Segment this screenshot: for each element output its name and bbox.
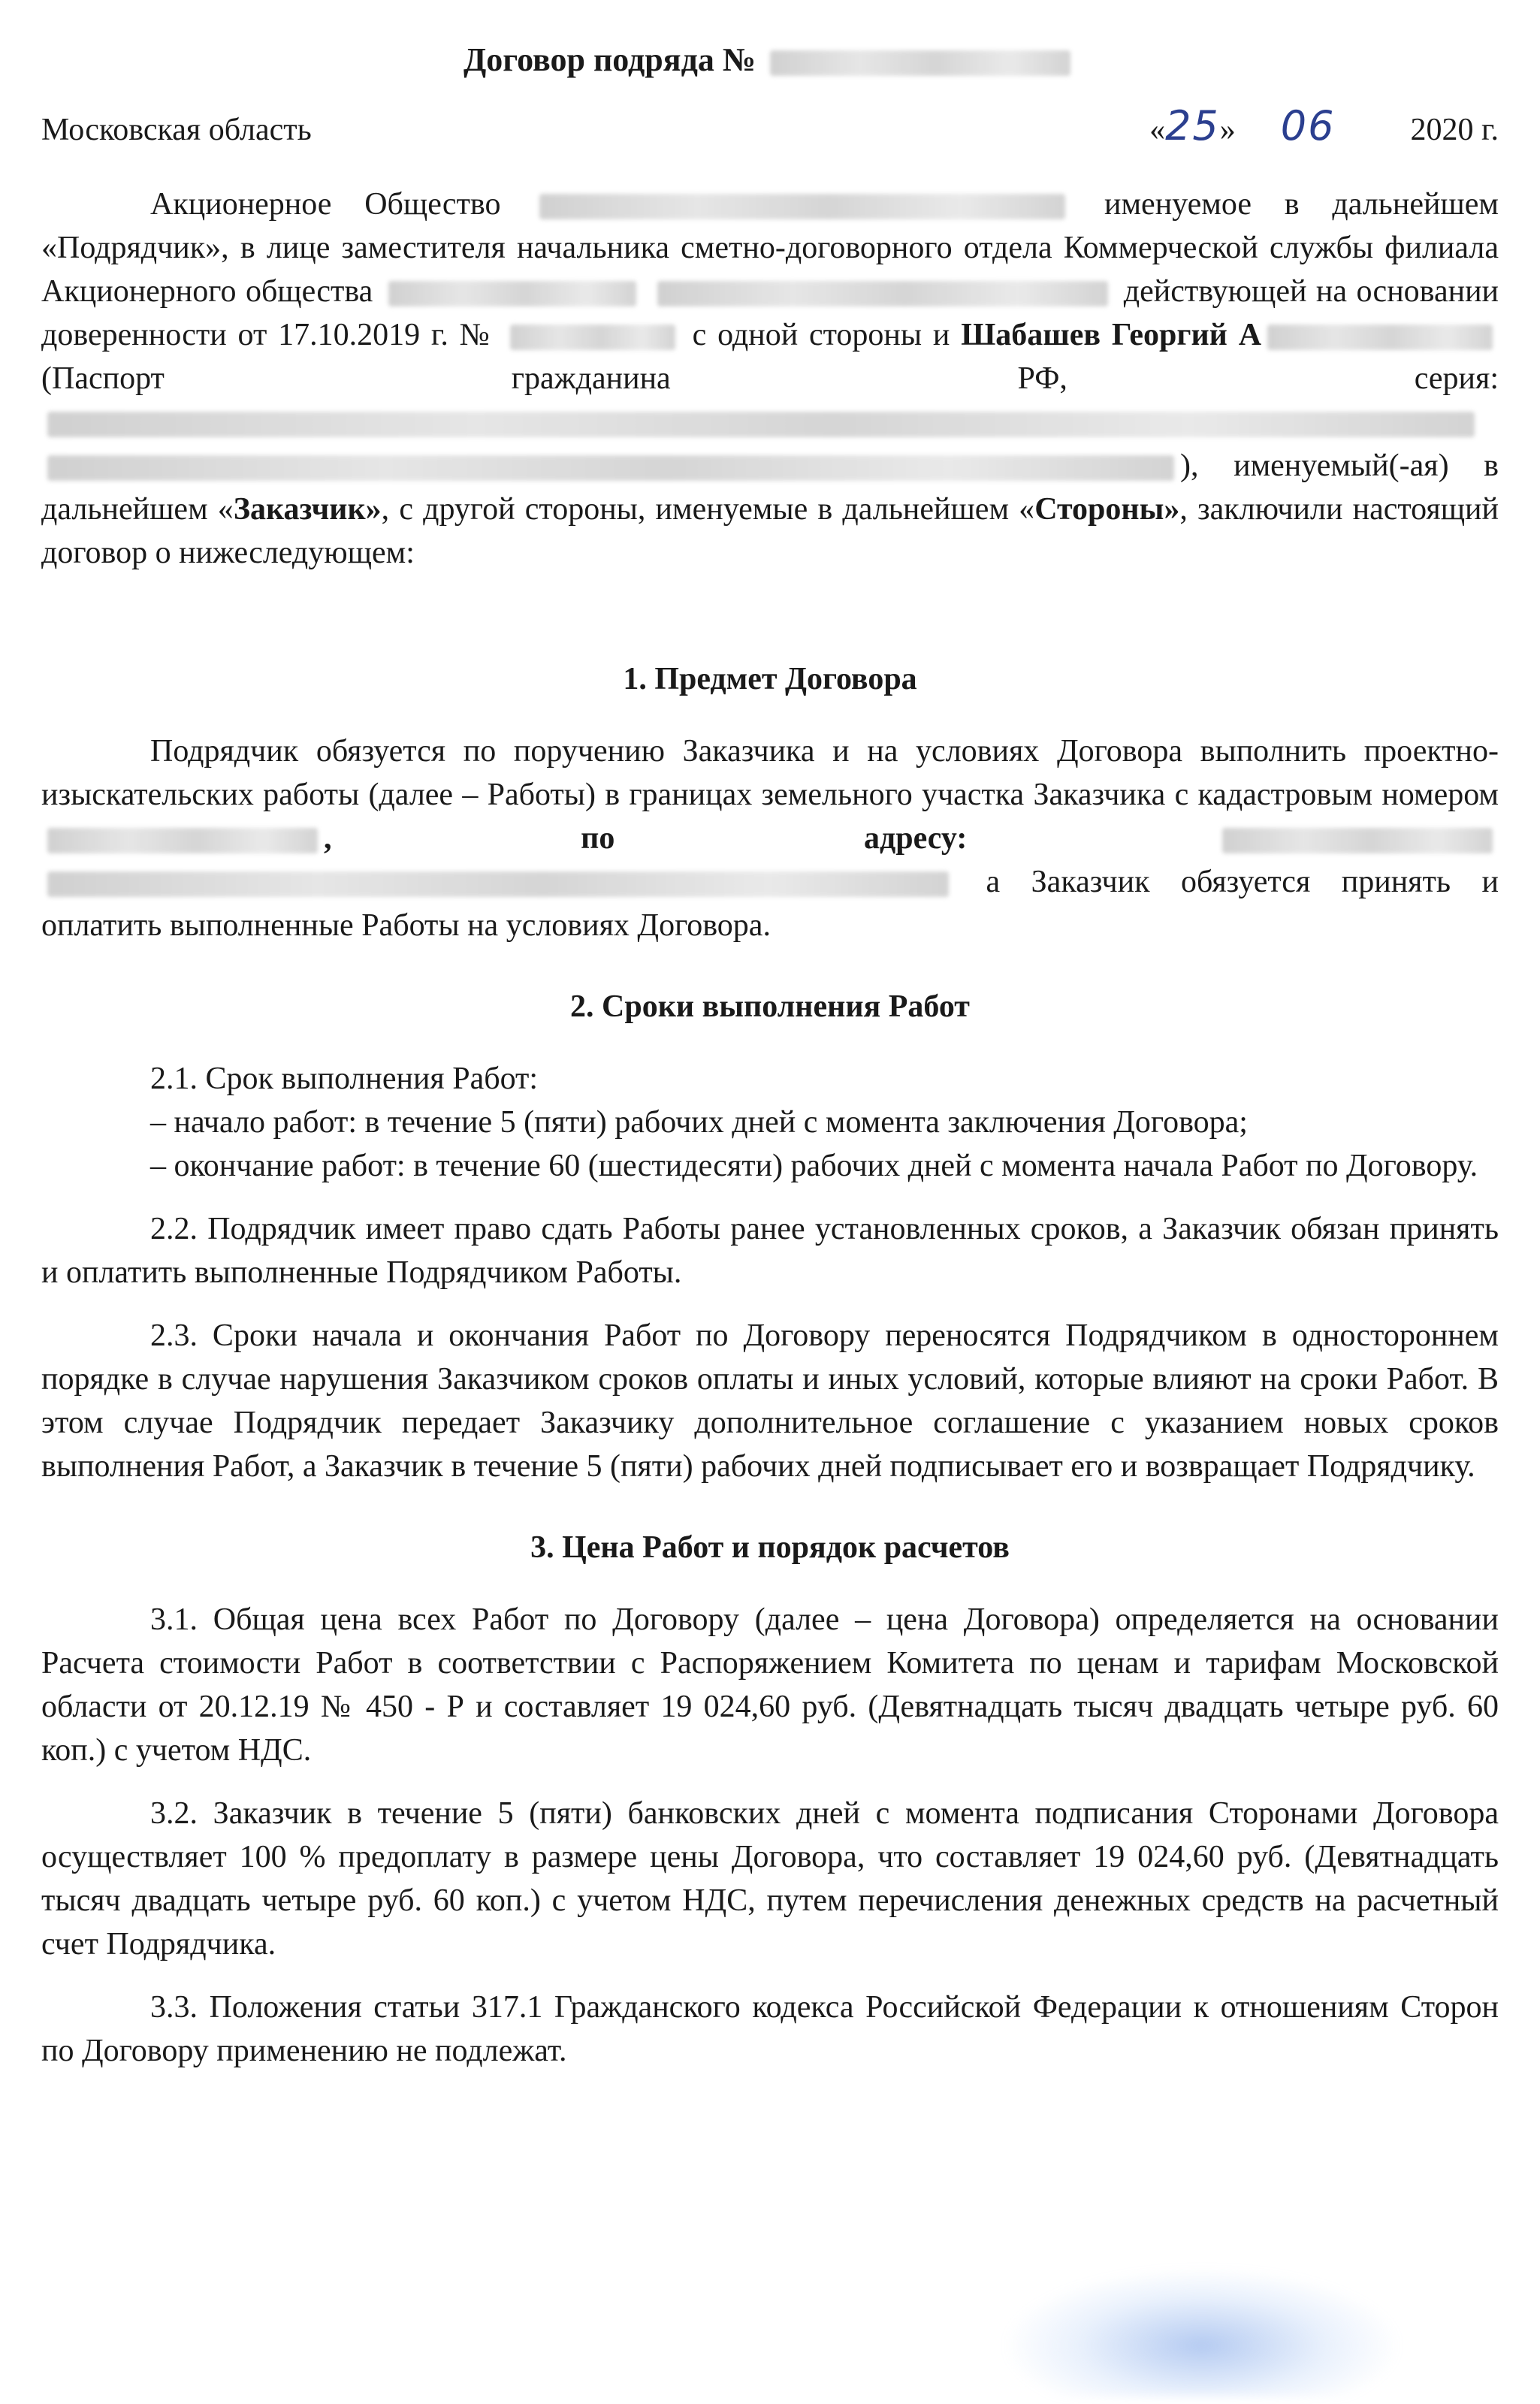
clause-3-1: 3.1. Общая цена всех Работ по Договору (далее – цена Договора) определяется на основании Расчета стоимости Работ в соответствии с Распоряжением Комитета по ценам и тарифам Московской области от 20.12.19 № 450 - Р и составляет 19 024,60 руб. (Девятнадцать тысяч двадцать четыре руб. 60 коп.) с учетом НДС. xyxy=(41,1602,1499,1768)
title-text: Договор подряда № xyxy=(463,41,756,78)
section-2-heading: 2. Сроки выполнения Работ xyxy=(570,989,970,1024)
clause-2-3: 2.3. Сроки начала и окончания Работ по Договору переносятся Подрядчиком в одностороннем порядке в случае нарушения Заказчиком сроков оплаты и иных условий, которые влияют на сроки Работ. В этом случае Подрядчик передает Заказчику дополнительное соглашение с указанием новых сроков выполнения Работ, а Заказчик в течение 5 (пяти) рабочих дней подписывает его и возвращает Подрядчику. xyxy=(41,1318,1499,1484)
date-day-handwritten: 25 xyxy=(1165,102,1220,149)
preamble-customer-intro: ), именуемый(-ая) в дальнейшем « xyxy=(41,448,1499,527)
redacted-client-patronymic xyxy=(1267,325,1493,350)
date-open-quote: « xyxy=(1149,113,1166,147)
preamble-other-side: , с другой стороны, именуемые в дальнейшем « xyxy=(381,492,1035,527)
date-month-handwritten: 06 xyxy=(1280,102,1336,149)
city: Московская область xyxy=(41,113,312,147)
section-1-paragraph xyxy=(41,729,1499,947)
redacted-address-2 xyxy=(47,871,949,897)
redacted-attorney-number xyxy=(510,325,675,350)
redacted-branch-name xyxy=(388,281,636,307)
preamble-one-side: с одной стороны и xyxy=(692,318,950,352)
redacted-address-details xyxy=(47,455,1174,481)
redacted-address-1 xyxy=(1222,828,1493,853)
client-role: Заказчик» xyxy=(233,492,382,527)
document-title xyxy=(41,38,1499,83)
section-1-address-label: , по адресу: xyxy=(324,821,968,856)
redacted-representative-name xyxy=(657,281,1108,307)
clause-2-2: 2.2. Подрядчик имеет право сдать Работы ранее установленных сроков, а Заказчик обязан принять и оплатить выполненные Подрядчиком Работы. xyxy=(41,1212,1499,1290)
clause-2-1-title: 2.1. Срок выполнения Работ: xyxy=(150,1062,539,1096)
client-name: Шабашев Георгий xyxy=(961,318,1227,352)
section-1-heading: 1. Предмет Договора xyxy=(623,662,917,696)
preamble-power-of-attorney: действующей на основании доверенности от 17.10.2019 г. № xyxy=(41,274,1499,352)
clause-2-1-start: – начало работ: в течение 5 (пяти) рабочих дней с момента заключения Договора; xyxy=(150,1105,1248,1140)
clause-3-3: 3.3. Положения статьи 317.1 Гражданского кодекса Российской Федерации к отношениям Сторон по Договору применению не подлежат. xyxy=(41,1990,1499,2068)
section-1-text-b: а Заказчик обязуется принять и оплатить выполненные Работы на условиях Договора. xyxy=(41,865,1499,943)
parties-label: Стороны» xyxy=(1034,492,1180,527)
preamble-paragraph xyxy=(41,183,1499,575)
section-3-heading: 3. Цена Работ и порядок расчетов xyxy=(530,1530,1010,1565)
section-1-text-a: Подрядчик обязуется по поручению Заказчика и на условиях Договора выполнить проектно-изыскательских работы (далее – Работы) в границах земельного участка Заказчика с кадастровым номером xyxy=(41,734,1499,812)
date-year: 2020 г. xyxy=(1410,113,1499,147)
preamble-company-label: Акционерное Общество xyxy=(150,187,501,222)
redacted-contract-number xyxy=(770,50,1070,76)
preamble-contractor-text: именуемое в дальнейшем «Подрядчик», в лице заместителя начальника сметно-договорного отдела Коммерческой службы филиала Акционерного общества xyxy=(41,187,1499,309)
blurred-signature-stamp xyxy=(1007,2269,1397,2396)
date-close-quote: » xyxy=(1219,113,1236,147)
redacted-passport-details xyxy=(47,412,1475,437)
contract-date xyxy=(1149,104,1499,153)
city-date-row xyxy=(41,104,1499,153)
preamble-conclusion: , заключили настоящий договор о нижеследующем: xyxy=(41,492,1499,570)
redacted-company-name xyxy=(539,194,1065,219)
client-initial: А xyxy=(1238,318,1262,352)
clause-2-1-end: – окончание работ: в течение 60 (шестидесяти) рабочих дней с момента начала Работ по Договору. xyxy=(150,1149,1478,1183)
preamble-passport: (Паспорт гражданина РФ, серия: xyxy=(41,361,1499,396)
clause-3-2: 3.2. Заказчик в течение 5 (пяти) банковских дней с момента подписания Сторонами Договора осуществляет 100 % предоплату в размере цены Договора, что составляет 19 024,60 руб. (Девятнадцать тысяч двадцать четыре руб. 60 коп.) с учетом НДС, путем перечисления денежных средств на расчетный счет Подрядчика. xyxy=(41,1796,1499,1962)
redacted-cadastral-number xyxy=(47,828,318,853)
